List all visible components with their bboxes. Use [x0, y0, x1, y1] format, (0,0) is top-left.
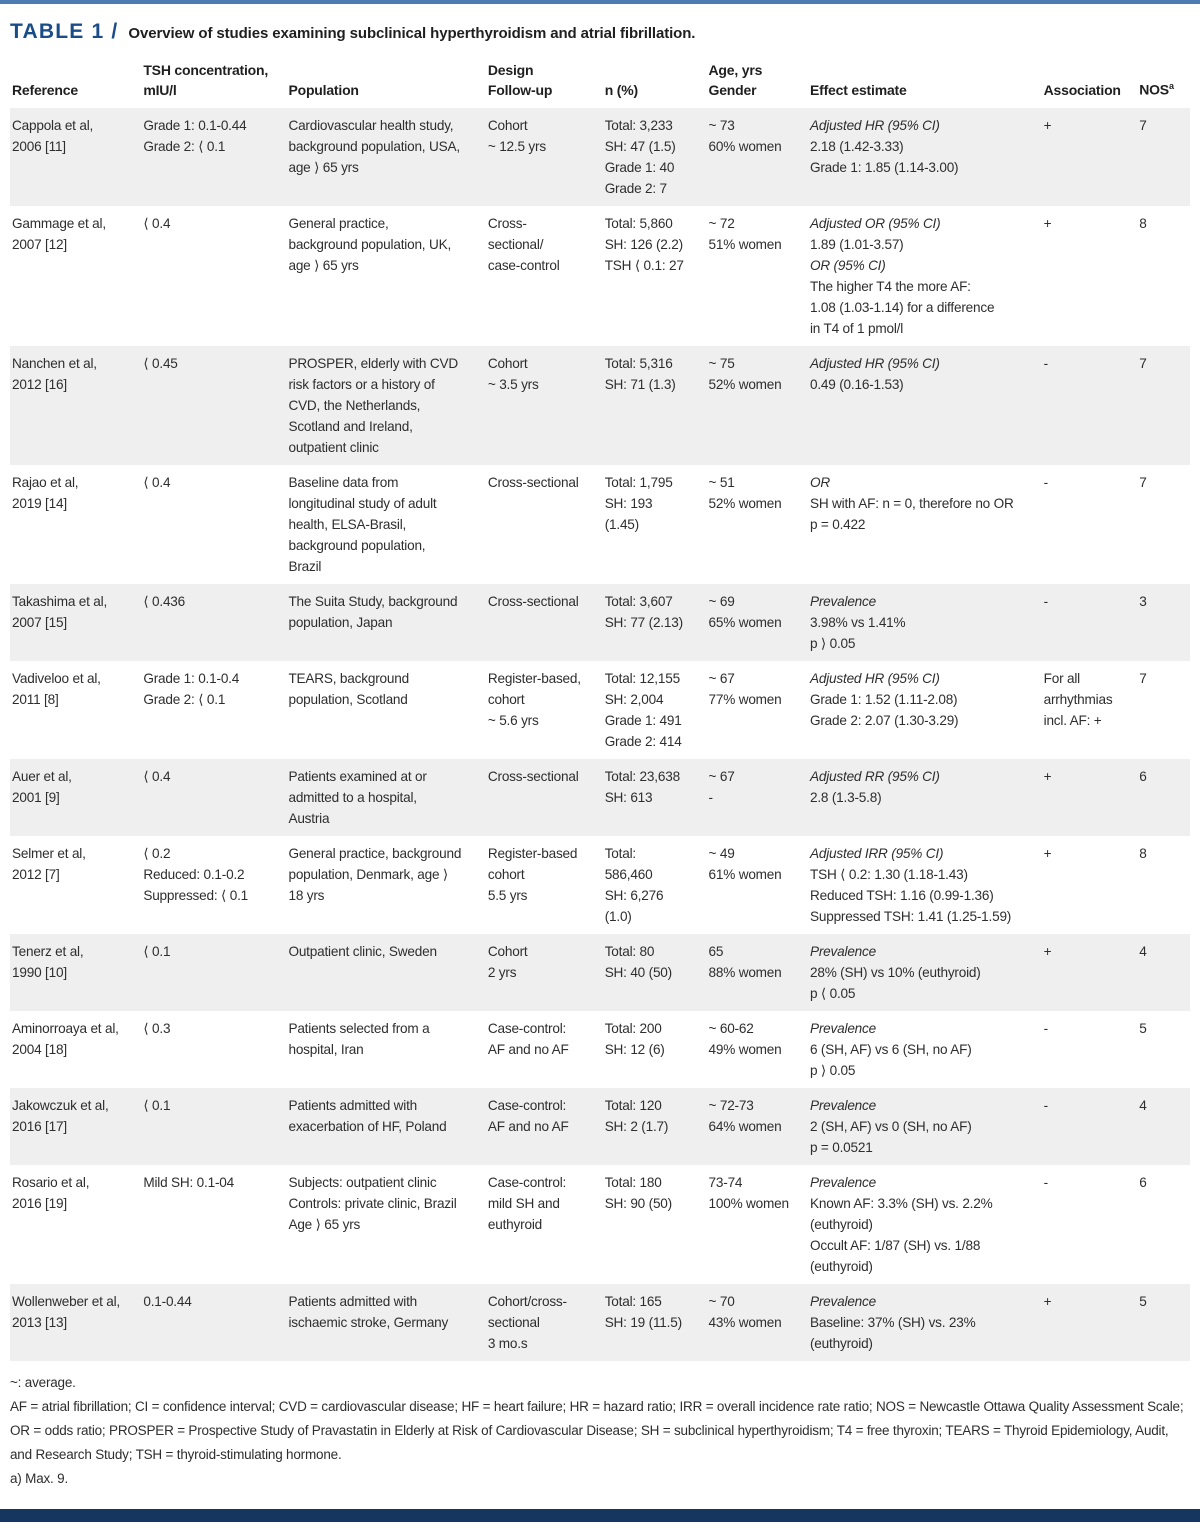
cell-tsh: Mild SH: 0.1-04 — [143, 1175, 235, 1190]
table-row — [10, 934, 1190, 1011]
cell-association: + — [1043, 1294, 1052, 1309]
cell-effect: Prevalence 3.98% vs 1.41% p ⟩ 0.05 — [809, 594, 906, 651]
table-row — [10, 836, 1190, 934]
cell-reference: Wollenweber et al, 2013 [13] — [12, 1294, 120, 1330]
cell-age: ~ 73 60% women — [708, 118, 782, 154]
cell-age: ~ 75 52% women — [708, 356, 782, 392]
cell-tsh: ⟨ 0.2 Reduced: 0.1-0.2 Suppressed: ⟨ 0.1 — [143, 846, 249, 903]
column-header-n: n (%) — [604, 82, 638, 98]
cell-tsh: ⟨ 0.45 — [143, 356, 178, 371]
cell-n: Total: 200 SH: 12 (6) — [604, 1021, 665, 1057]
cell-nos: 7 — [1139, 671, 1147, 686]
table-row — [10, 1088, 1190, 1165]
cell-design: Cohort ~ 3.5 yrs — [487, 356, 539, 392]
footnote-nos-max: a) Max. 9. — [10, 1471, 69, 1486]
cell-tsh: 0.1-0.44 — [143, 1294, 192, 1309]
cell-nos: 4 — [1139, 944, 1147, 959]
table-row — [10, 465, 1190, 584]
cell-effect: Adjusted RR (95% CI) 2.8 (1.3-5.8) — [809, 769, 940, 805]
cell-n: Total: 80 SH: 40 (50) — [604, 944, 672, 980]
cell-association: For all arrhythmias incl. AF: + — [1043, 671, 1113, 728]
footnote-average: ~: average. — [10, 1375, 76, 1390]
cell-design: Cohort ~ 12.5 yrs — [487, 118, 546, 154]
cell-effect: Adjusted HR (95% CI) Grade 1: 1.52 (1.11-2.08) Grade 2: 2.07 (1.30-3.29) — [809, 671, 959, 728]
cell-age: ~ 51 52% women — [708, 475, 782, 511]
cell-population: PROSPER, elderly with CVD risk factors or a history of CVD, the Netherlands, Scotland and Ireland, outpatient clinic — [288, 356, 458, 455]
cell-population: TEARS, background population, Scotland — [288, 671, 409, 707]
cell-n: Total: 165 SH: 19 (11.5) — [604, 1294, 682, 1330]
cell-effect: Prevalence Known AF: 3.3% (SH) vs. 2.2% (euthyroid) Occult AF: 1/87 (SH) vs. 1/88 (euthyroid) — [809, 1175, 993, 1274]
cell-reference: Jakowczuk et al, 2016 [17] — [12, 1098, 109, 1134]
cell-tsh: ⟨ 0.4 — [143, 769, 171, 784]
cell-association: + — [1043, 216, 1052, 231]
cell-nos: 5 — [1139, 1021, 1147, 1036]
cell-n: Total: 5,316 SH: 71 (1.3) — [604, 356, 676, 392]
table-row — [10, 661, 1190, 759]
table-row — [10, 206, 1190, 346]
table-row — [10, 1284, 1190, 1361]
cell-nos: 7 — [1139, 118, 1147, 133]
cell-effect: OR SH with AF: n = 0, therefore no OR p = 0.422 — [809, 475, 1014, 532]
cell-tsh: ⟨ 0.1 — [143, 1098, 171, 1113]
cell-design: Cohort 2 yrs — [487, 944, 528, 980]
cell-effect: Prevalence 2 (SH, AF) vs 0 (SH, no AF) p = 0.0521 — [809, 1098, 972, 1155]
cell-design: Case-control: AF and no AF — [487, 1021, 569, 1057]
cell-association: + — [1043, 846, 1052, 861]
table-row — [10, 1011, 1190, 1088]
cell-design: Cross-sectional — [487, 475, 579, 490]
cell-design: Cohort/cross- sectional 3 mo.s — [487, 1294, 567, 1351]
cell-effect: Prevalence Baseline: 37% (SH) vs. 23% (euthyroid) — [809, 1294, 976, 1351]
cell-population: General practice, background population, UK, age ⟩ 65 yrs — [288, 216, 452, 273]
cell-association: + — [1043, 769, 1052, 784]
cell-tsh: Grade 1: 0.1-0.4 Grade 2: ⟨ 0.1 — [143, 671, 240, 707]
table-row — [10, 108, 1190, 206]
cell-population: Patients admitted with exacerbation of HF, Poland — [288, 1098, 447, 1134]
footnotes — [10, 1361, 1190, 1495]
cell-age: ~ 49 61% women — [708, 846, 782, 882]
cell-reference: Cappola et al, 2006 [11] — [12, 118, 94, 154]
cell-n: Total: 586,460 SH: 6,276 (1.0) — [604, 846, 664, 924]
column-header-tsh: TSH concentration, mIU/l — [143, 62, 269, 98]
cell-population: Patients selected from a hospital, Iran — [288, 1021, 430, 1057]
cell-association: - — [1043, 356, 1048, 371]
cell-age: ~ 69 65% women — [708, 594, 782, 630]
column-header-effect: Effect estimate — [809, 82, 907, 98]
cell-population: Subjects: outpatient clinic Controls: private clinic, Brazil Age ⟩ 65 yrs — [288, 1175, 457, 1232]
cell-reference: Vadiveloo et al, 2011 [8] — [12, 671, 101, 707]
cell-reference: Aminorroaya et al, 2004 [18] — [12, 1021, 119, 1057]
cell-reference: Tenerz et al, 1990 [10] — [12, 944, 84, 980]
cell-n: Total: 3,607 SH: 77 (2.13) — [604, 594, 683, 630]
page-title: Overview of studies examining subclinical hyperthyroidism and atrial fibrillation. — [128, 25, 696, 42]
cell-reference: Selmer et al, 2012 [7] — [12, 846, 86, 882]
cell-age: 73-74 100% women — [708, 1175, 789, 1211]
cell-population: General practice, background population, Denmark, age ⟩ 18 yrs — [288, 846, 462, 903]
cell-population: Outpatient clinic, Sweden — [288, 944, 437, 959]
cell-nos: 5 — [1139, 1294, 1147, 1309]
cell-population: The Suita Study, background population, Japan — [288, 594, 458, 630]
cell-n: Total: 120 SH: 2 (1.7) — [604, 1098, 669, 1134]
cell-association: - — [1043, 1175, 1048, 1190]
cell-design: Cross-sectional — [487, 769, 579, 784]
cell-tsh: ⟨ 0.4 — [143, 216, 171, 231]
cell-nos: 4 — [1139, 1098, 1147, 1113]
footnote-abbreviations: AF = atrial fibrillation; CI = confidence interval; CVD = cardiovascular disease; HF = heart failure; HR = hazard ratio; IRR = overall incidence rate ratio; NOS = Newcastle Ottawa Quality Assessment Scale; OR = odds ratio; PROSPER = Prospective Study of Pravastatin in Elderly at Risk of Cardiovascular Disease; SH = subclinical hyperthyroidism; T4 = free thyroxin; TEARS = Thyroid Epidemiology, Audit, and Research Study; TSH = thyroid-stimulating hormone. — [10, 1399, 1184, 1462]
page — [0, 4, 1200, 1495]
cell-age: ~ 60-62 49% women — [708, 1021, 782, 1057]
cell-reference: Nanchen et al, 2012 [16] — [12, 356, 97, 392]
studies-table-body — [10, 108, 1190, 1361]
cell-tsh: ⟨ 0.4 — [143, 475, 171, 490]
cell-design: Cross- sectional/ case-control — [487, 216, 560, 273]
cell-n: Total: 5,860 SH: 126 (2.2) TSH ⟨ 0.1: 27 — [604, 216, 684, 273]
cell-nos: 7 — [1139, 475, 1147, 490]
table-row — [10, 584, 1190, 661]
cell-design: Register-based, cohort ~ 5.6 yrs — [487, 671, 581, 728]
column-header-age: Age, yrs Gender — [708, 62, 763, 98]
cell-nos: 8 — [1139, 216, 1147, 231]
column-header-design: Design Follow-up — [487, 62, 553, 98]
column-header-population: Population — [288, 82, 359, 98]
cell-reference: Rosario et al, 2016 [19] — [12, 1175, 90, 1211]
cell-nos: 6 — [1139, 1175, 1147, 1190]
cell-reference: Gammage et al, 2007 [12] — [12, 216, 106, 252]
cell-effect: Adjusted IRR (95% CI) TSH ⟨ 0.2: 1.30 (1.18-1.43) Reduced TSH: 1.16 (0.99-1.36) Suppressed TSH: 1.41 (1.25-1.59) — [809, 846, 1012, 924]
studies-table — [10, 56, 1190, 1361]
cell-association: - — [1043, 475, 1048, 490]
cell-n: Total: 1,795 SH: 193 (1.45) — [604, 475, 673, 532]
cell-tsh: ⟨ 0.3 — [143, 1021, 171, 1036]
cell-association: - — [1043, 1021, 1048, 1036]
cell-tsh: ⟨ 0.1 — [143, 944, 171, 959]
cell-reference: Rajao et al, 2019 [14] — [12, 475, 79, 511]
cell-age: ~ 70 43% women — [708, 1294, 782, 1330]
cell-tsh: ⟨ 0.436 — [143, 594, 186, 609]
cell-n: Total: 23,638 SH: 613 — [604, 769, 680, 805]
cell-population: Baseline data from longitudinal study of adult health, ELSA-Brasil, background population, Brazil — [288, 475, 437, 574]
column-header-association: Association — [1043, 82, 1121, 98]
table-row — [10, 759, 1190, 836]
cell-n: Total: 3,233 SH: 47 (1.5) Grade 1: 40 Grade 2: 7 — [604, 118, 676, 196]
table-header-row — [10, 56, 1190, 108]
cell-population: Patients examined at or admitted to a hospital, Austria — [288, 769, 427, 826]
table-row — [10, 346, 1190, 465]
cell-reference: Takashima et al, 2007 [15] — [12, 594, 108, 630]
cell-effect: Adjusted HR (95% CI) 0.49 (0.16-1.53) — [809, 356, 940, 392]
cell-age: ~ 67 - — [708, 769, 735, 805]
cell-n: Total: 180 SH: 90 (50) — [604, 1175, 672, 1211]
cell-association: + — [1043, 118, 1052, 133]
cell-n: Total: 12,155 SH: 2,004 Grade 1: 491 Grade 2: 414 — [604, 671, 682, 749]
cell-age: 65 88% women — [708, 944, 782, 980]
cell-nos: 6 — [1139, 769, 1147, 784]
cell-association: - — [1043, 1098, 1048, 1113]
cell-effect: Adjusted HR (95% CI) 2.18 (1.42-3.33) Grade 1: 1.85 (1.14-3.00) — [809, 118, 959, 175]
cell-design: Register-based cohort 5.5 yrs — [487, 846, 578, 903]
cell-population: Cardiovascular health study, background population, USA, age ⟩ 65 yrs — [288, 118, 460, 175]
cell-association: - — [1043, 594, 1048, 609]
cell-population: Patients admitted with ischaemic stroke, Germany — [288, 1294, 449, 1330]
cell-age: ~ 72-73 64% women — [708, 1098, 782, 1134]
cell-nos: 3 — [1139, 594, 1147, 609]
cell-age: ~ 72 51% women — [708, 216, 782, 252]
cell-effect: Prevalence 6 (SH, AF) vs 6 (SH, no AF) p ⟩ 0.05 — [809, 1021, 972, 1078]
cell-association: + — [1043, 944, 1052, 959]
column-header-nos: NOS$^a$ — [1139, 81, 1174, 98]
column-header-reference: Reference — [12, 82, 78, 98]
cell-effect: Adjusted OR (95% CI) 1.89 (1.01-3.57) OR (95% CI) The higher T4 the more AF: 1.08 (1.03-1.14) for a difference in T4 of 1 pmol/l — [809, 216, 995, 336]
table-number-label: TABLE 1 / — [10, 20, 119, 43]
table-caption — [10, 4, 1190, 56]
cell-nos: 8 — [1139, 846, 1147, 861]
cell-design: Case-control: AF and no AF — [487, 1098, 569, 1134]
cell-design: Case-control: mild SH and euthyroid — [487, 1175, 567, 1232]
bottom-divider — [0, 1509, 1200, 1522]
cell-design: Cross-sectional — [487, 594, 579, 609]
cell-tsh: Grade 1: 0.1-0.44 Grade 2: ⟨ 0.1 — [143, 118, 247, 154]
cell-effect: Prevalence 28% (SH) vs 10% (euthyroid) p ⟨ 0.05 — [809, 944, 981, 1001]
cell-age: ~ 67 77% women — [708, 671, 782, 707]
cell-reference: Auer et al, 2001 [9] — [12, 769, 72, 805]
cell-nos: 7 — [1139, 356, 1147, 371]
table-row — [10, 1165, 1190, 1284]
